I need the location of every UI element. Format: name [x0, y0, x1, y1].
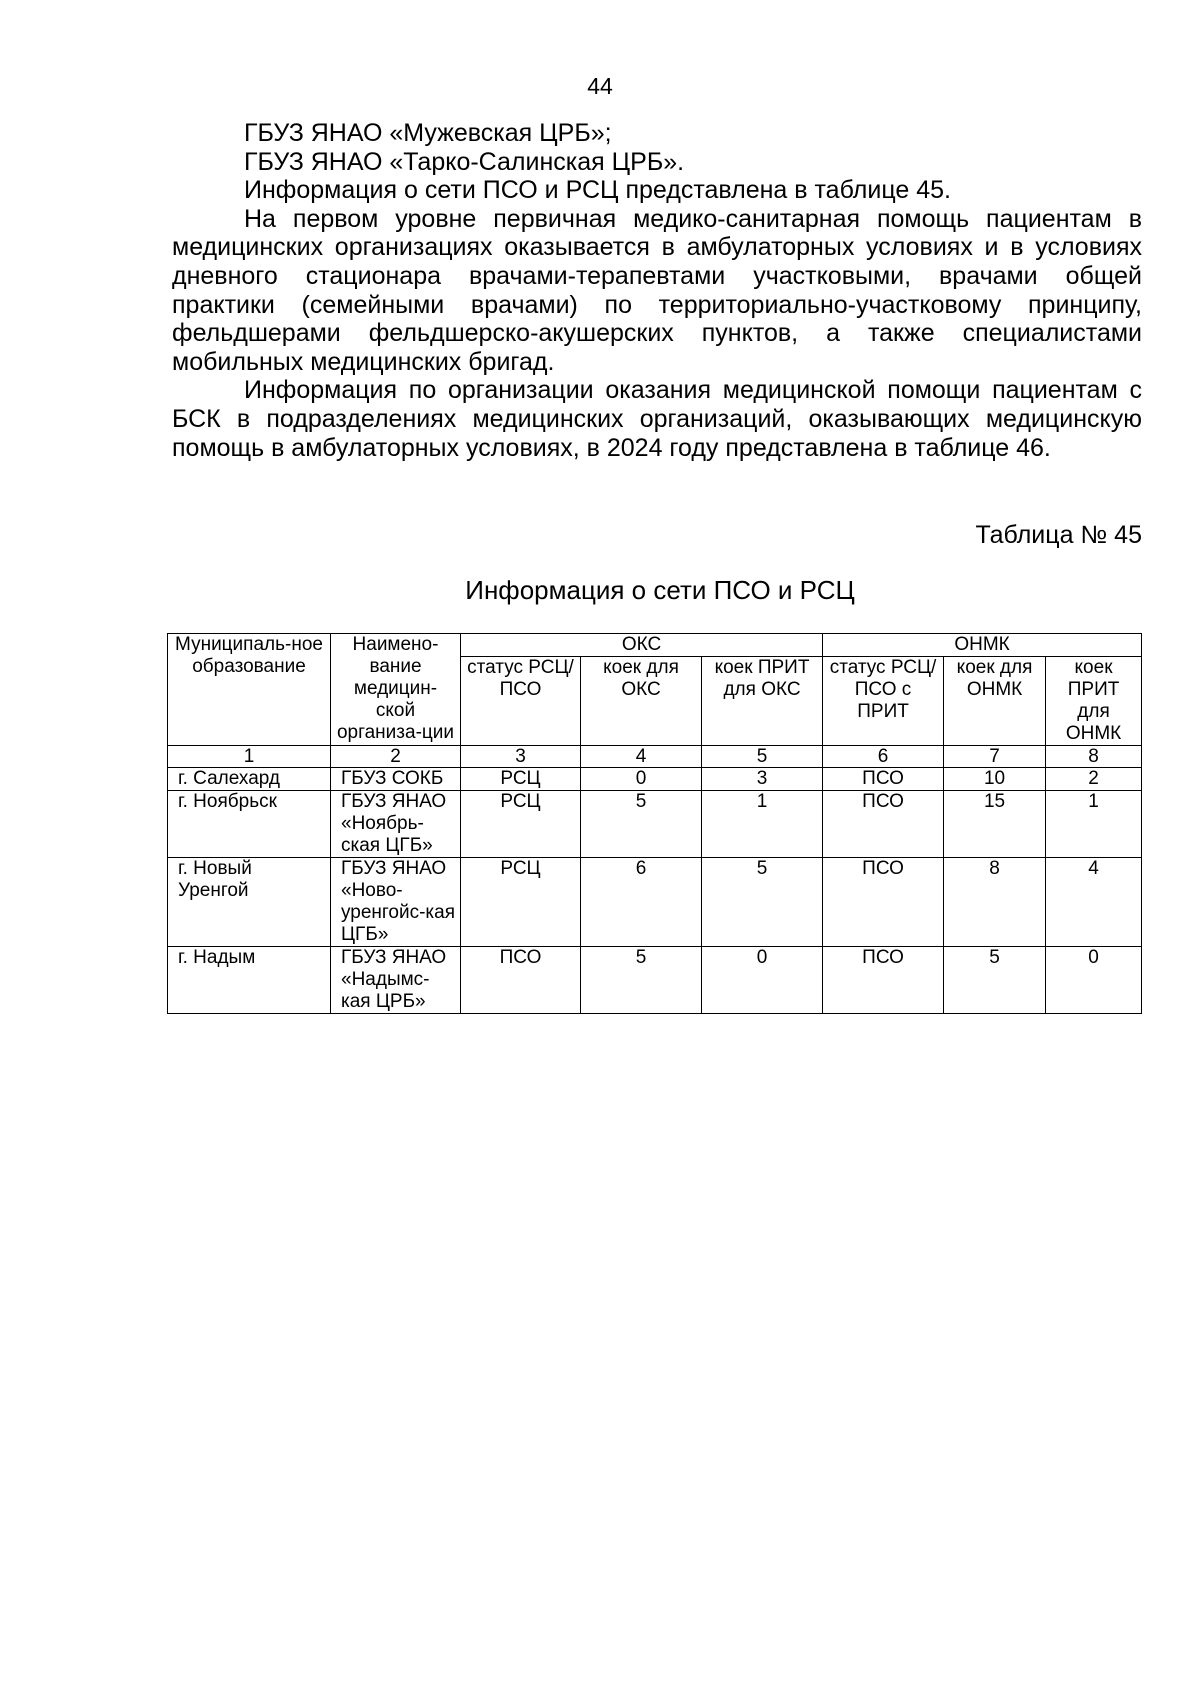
cell-onmk-beds: 15 [944, 791, 1046, 858]
cell-oks-prit: 5 [702, 858, 823, 947]
table-row [168, 768, 1142, 791]
cell-oks-beds: 5 [581, 947, 702, 1014]
cell-onmk-beds: 5 [944, 947, 1046, 1014]
cell-onmk-status: ПСО [823, 768, 944, 791]
column-number: 5 [702, 746, 823, 768]
paragraph: Информация о сети ПСО и РСЦ представлена в таблице 45. [244, 176, 951, 205]
cell-municipality: г. Салехард [168, 768, 331, 791]
cell-onmk-beds: 10 [944, 768, 1046, 791]
table-row [168, 858, 1142, 947]
table-row [168, 791, 1142, 858]
header-row-group [168, 634, 1142, 657]
cell-oks-status: РСЦ [461, 791, 581, 858]
cell-onmk-status: ПСО [823, 858, 944, 947]
cell-onmk-prit: 4 [1046, 858, 1142, 947]
cell-oks-prit: 3 [702, 768, 823, 791]
body-text [172, 119, 1142, 462]
cell-organization: ГБУЗ СОКБ [331, 768, 461, 791]
cell-onmk-prit: 1 [1046, 791, 1142, 858]
header-onmk-beds: коек для ОНМК [944, 657, 1046, 746]
cell-oks-prit: 1 [702, 791, 823, 858]
cell-municipality: г. Ноябрьск [168, 791, 331, 858]
cell-onmk-beds: 8 [944, 858, 1046, 947]
cell-oks-status: РСЦ [461, 768, 581, 791]
header-municipality: Муниципаль-ное образование [168, 634, 331, 746]
data-table [167, 633, 1142, 1014]
paragraph: На первом уровне первичная медико-санитарная помощь пациентам в медицинских организациях оказывается в амбулаторных условиях и в условиях дневного стационара врачами-терапевтами участковыми, врачами общей практики (семейными врачами) по территориально-участковому принципу, фельдшерами фельдшерско-акушерских пунктов, а также специалистами мобильных медицинских бригад. [172, 204, 1142, 376]
page-number: 44 [587, 73, 613, 99]
header-oks-status: статус РСЦ/ПСО [461, 657, 581, 746]
column-number: 6 [823, 746, 944, 768]
cell-organization: ГБУЗ ЯНАО «Ноябрь-ская ЦГБ» [331, 791, 461, 858]
table-row [168, 947, 1142, 1014]
paragraph: ГБУЗ ЯНАО «Тарко-Салинская ЦРБ». [244, 147, 685, 176]
cell-onmk-prit: 2 [1046, 768, 1142, 791]
cell-oks-status: РСЦ [461, 858, 581, 947]
cell-oks-beds: 6 [581, 858, 702, 947]
cell-oks-prit: 0 [702, 947, 823, 1014]
header-onmk-status: статус РСЦ/ПСО с ПРИТ [823, 657, 944, 746]
header-oks-prit: коек ПРИТ для ОКС [702, 657, 823, 746]
column-number: 2 [331, 746, 461, 768]
cell-onmk-status: ПСО [823, 947, 944, 1014]
column-number: 8 [1046, 746, 1142, 768]
paragraph: ГБУЗ ЯНАО «Мужевская ЦРБ»; [244, 119, 612, 147]
header-oks-group: ОКС [461, 634, 823, 657]
header-organization: Наимено-вание медицин-ской организа-ции [331, 634, 461, 746]
cell-organization: ГБУЗ ЯНАО «Надымс-кая ЦРБ» [331, 947, 461, 1014]
column-number-row [168, 746, 1142, 768]
cell-oks-beds: 5 [581, 791, 702, 858]
table-number: Таблица № 45 [975, 521, 1142, 549]
header-onmk-prit: коек ПРИТ для ОНМК [1046, 657, 1142, 746]
cell-municipality: г. Новый Уренгой [168, 858, 331, 947]
column-number: 4 [581, 746, 702, 768]
header-oks-beds: коек для ОКС [581, 657, 702, 746]
paragraph: Информация по организации оказания медицинской помощи пациентам с БСК в подразделениях медицинских организаций, оказывающих медицинскую помощь в амбулаторных условиях, в 2024 году представлена в таблице 46. [172, 376, 1142, 462]
column-number: 7 [944, 746, 1046, 768]
cell-oks-status: ПСО [461, 947, 581, 1014]
header-onmk-group: ОНМК [823, 634, 1142, 657]
cell-onmk-prit: 0 [1046, 947, 1142, 1014]
cell-onmk-status: ПСО [823, 791, 944, 858]
cell-municipality: г. Надым [168, 947, 331, 1014]
column-number: 3 [461, 746, 581, 768]
cell-oks-beds: 0 [581, 768, 702, 791]
column-number: 1 [168, 746, 331, 768]
table-title: Информация о сети ПСО и РСЦ [465, 575, 855, 605]
cell-organization: ГБУЗ ЯНАО «Ново-уренгойс-кая ЦГБ» [331, 858, 461, 947]
